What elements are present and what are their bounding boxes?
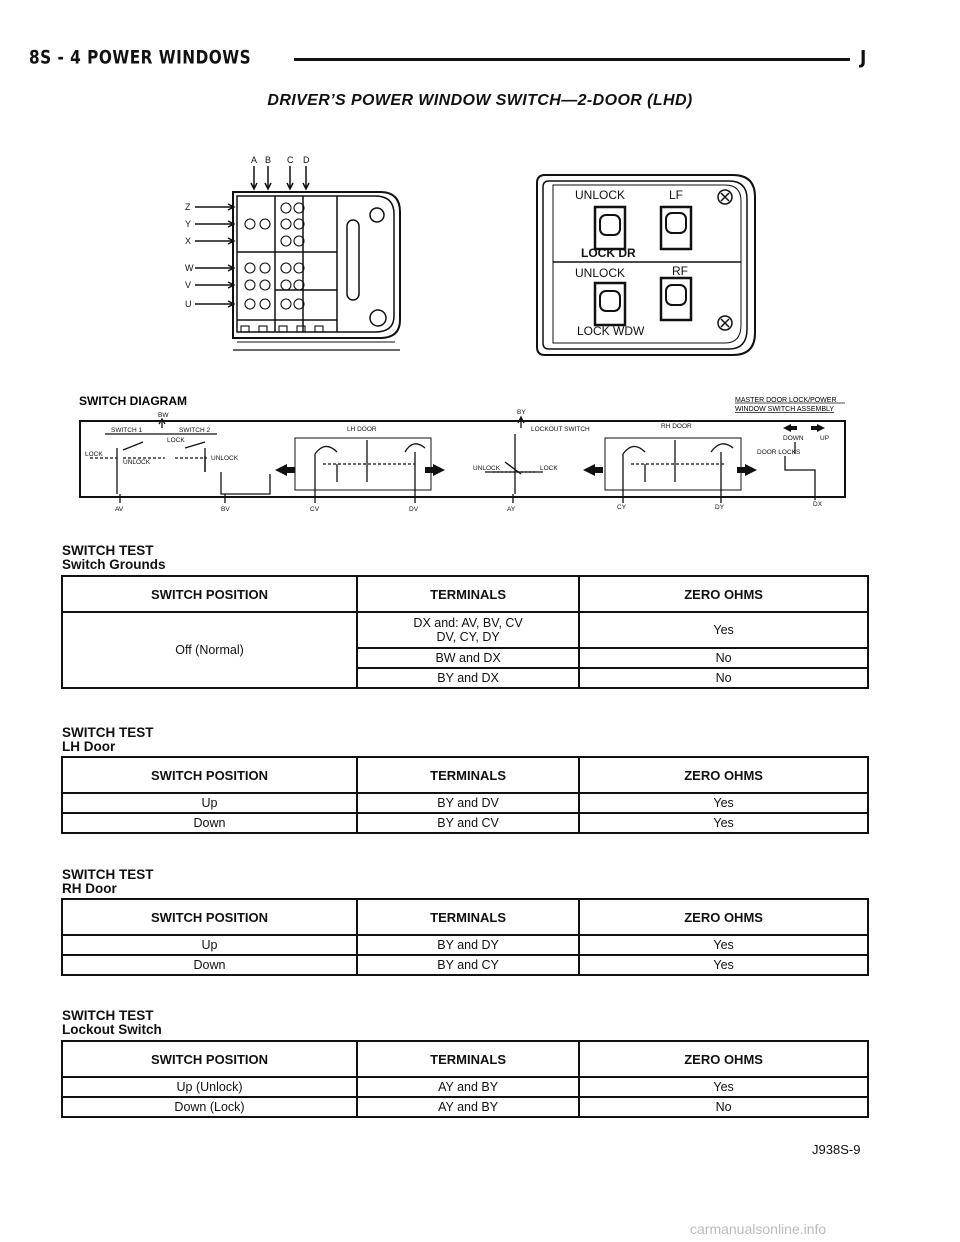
terminals-cell: AY and BY [357,1077,579,1097]
row-label-u: U [185,299,192,309]
panel-bottom-unlock-label: UNLOCK [575,266,626,280]
up-label: UP [820,435,830,442]
pin-label-a: A [251,155,258,165]
header-zero-ohms: ZERO OHMS [579,1041,868,1077]
table-row [62,1097,868,1117]
figure-code: J938S-9 [812,1142,861,1157]
terminal-dx-label: DX [813,501,823,508]
terminals-cell: BY and CY [357,955,579,975]
terminals-cell: BW and DX [357,648,579,668]
table-row [62,612,868,648]
header-terminals: TERMINALS [357,757,579,793]
row-label-z: Z [185,202,191,212]
down-label: DOWN [783,435,804,442]
table-row [62,793,868,813]
switch-grounds-section-title [62,544,166,572]
terminal-ay-label: AY [507,506,516,513]
page-header-letter: J [860,47,867,69]
pin-label-b: B [265,155,272,165]
unlock-right-label: UNLOCK [211,455,239,462]
table-header-row [62,757,868,793]
rh-door-section-title [62,868,154,896]
switch-grounds-table [61,575,869,689]
header-switch-position: SWITCH POSITION [62,1041,357,1077]
section-subheading: Lockout Switch [62,1022,162,1037]
terminal-cy-label: CY [617,504,627,511]
lock-top-label: LOCK [167,437,185,444]
lockout-switch-section-title [62,1009,162,1037]
terminal-dy-label: DY [715,504,725,511]
terminals-line: DX and: AV, BV, CV [413,616,523,630]
zero-ohms-cell: Yes [579,1077,868,1097]
section-heading: SWITCH TEST [62,543,154,558]
section-subheading: RH Door [62,881,117,896]
page-section-title: 8S - 4 POWER WINDOWS [29,47,252,69]
switch-position-cell: Down [62,813,357,833]
watermark: carmanualsonline.info [690,1221,827,1237]
row-label-w: W [185,263,194,273]
zero-ohms-cell: Yes [579,955,868,975]
lockout-unlock-label: UNLOCK [473,465,501,472]
connector-illustration [175,150,415,360]
table-row [62,813,868,833]
header-switch-position: SWITCH POSITION [62,576,357,612]
panel-bottom-side-label: RF [672,264,688,278]
terminals-cell: BY and DV [357,793,579,813]
zero-ohms-cell: No [579,648,868,668]
table-header-row [62,899,868,935]
terminals-line: DV, CY, DY [436,630,500,644]
header-terminals: TERMINALS [357,576,579,612]
rh-door-table [61,898,869,976]
unlock-left-label: UNLOCK [123,459,151,466]
row-label-x: X [185,236,192,246]
header-switch-position: SWITCH POSITION [62,899,357,935]
header-switch-position: SWITCH POSITION [62,757,357,793]
rh-door-label: RH DOOR [661,423,692,430]
switch-position-cell: Up [62,935,357,955]
door-locks-label: DOOR LOCKS [757,449,801,456]
zero-ohms-cell: No [579,1097,868,1117]
switch-position-cell: Down (Lock) [62,1097,357,1117]
switch-diagram [75,390,875,515]
zero-ohms-cell: Yes [579,793,868,813]
switch-position-cell: Off (Normal) [62,612,357,688]
header-terminals: TERMINALS [357,1041,579,1077]
terminals-cell: BY and DY [357,935,579,955]
row-label-v: V [185,280,192,290]
panel-top-side-label: LF [669,188,684,202]
lh-door-label: LH DOOR [347,426,377,433]
switch-position-cell: Up [62,793,357,813]
panel-bottom-lock-label: LOCK WDW [577,324,645,338]
terminals-cell: AY and BY [357,1097,579,1117]
assembly-label-line1: MASTER DOOR LOCK/POWER [735,397,837,404]
switch-diagram-title: SWITCH DIAGRAM [79,394,187,408]
pin-label-c: C [287,155,294,165]
terminal-av-label: AV [115,506,124,513]
section-heading: SWITCH TEST [62,725,154,740]
assembly-label-line2: WINDOW SWITCH ASSEMBLY [735,406,835,413]
zero-ohms-cell: Yes [579,935,868,955]
terminal-by-label: BY [517,409,526,416]
switch-position-cell: Down [62,955,357,975]
figure-title: DRIVER’S POWER WINDOW SWITCH—2-DOOR (LHD) [267,92,693,109]
header-zero-ohms: ZERO OHMS [579,899,868,935]
terminal-dv-label: DV [409,506,419,513]
section-heading: SWITCH TEST [62,867,154,882]
row-label-y: Y [185,219,192,229]
panel-top-lock-label: LOCK DR [581,246,636,260]
switch2-label: SWITCH 2 [179,427,211,434]
lockout-lock-label: LOCK [540,465,558,472]
table-row [62,1077,868,1097]
zero-ohms-cell: Yes [579,813,868,833]
terminal-cv-label: CV [310,506,320,513]
terminals-cell: BY and CV [357,813,579,833]
terminal-bv-label: BV [221,506,230,513]
lockout-switch-label: LOCKOUT SWITCH [531,426,590,433]
terminals-cell [357,612,579,648]
lh-door-section-title [62,726,154,754]
zero-ohms-cell: Yes [579,612,868,648]
pin-label-d: D [303,155,310,165]
lock-left-label: LOCK [85,451,103,458]
switch1-label: SWITCH 1 [111,427,143,434]
section-subheading: Switch Grounds [62,557,166,572]
header-rule [294,58,850,61]
switch-panel-illustration [533,165,763,360]
header-zero-ohms: ZERO OHMS [579,576,868,612]
header-zero-ohms: ZERO OHMS [579,757,868,793]
terminal-bw-label: BW [158,412,169,419]
section-subheading: LH Door [62,739,116,754]
table-header-row [62,1041,868,1077]
table-row [62,955,868,975]
section-heading: SWITCH TEST [62,1008,154,1023]
lh-door-table [61,756,869,834]
switch-position-cell: Up (Unlock) [62,1077,357,1097]
header-terminals: TERMINALS [357,899,579,935]
table-row [62,935,868,955]
zero-ohms-cell: No [579,668,868,688]
terminals-cell: BY and DX [357,668,579,688]
lockout-switch-table [61,1040,869,1118]
panel-top-unlock-label: UNLOCK [575,188,626,202]
table-header-row [62,576,868,612]
